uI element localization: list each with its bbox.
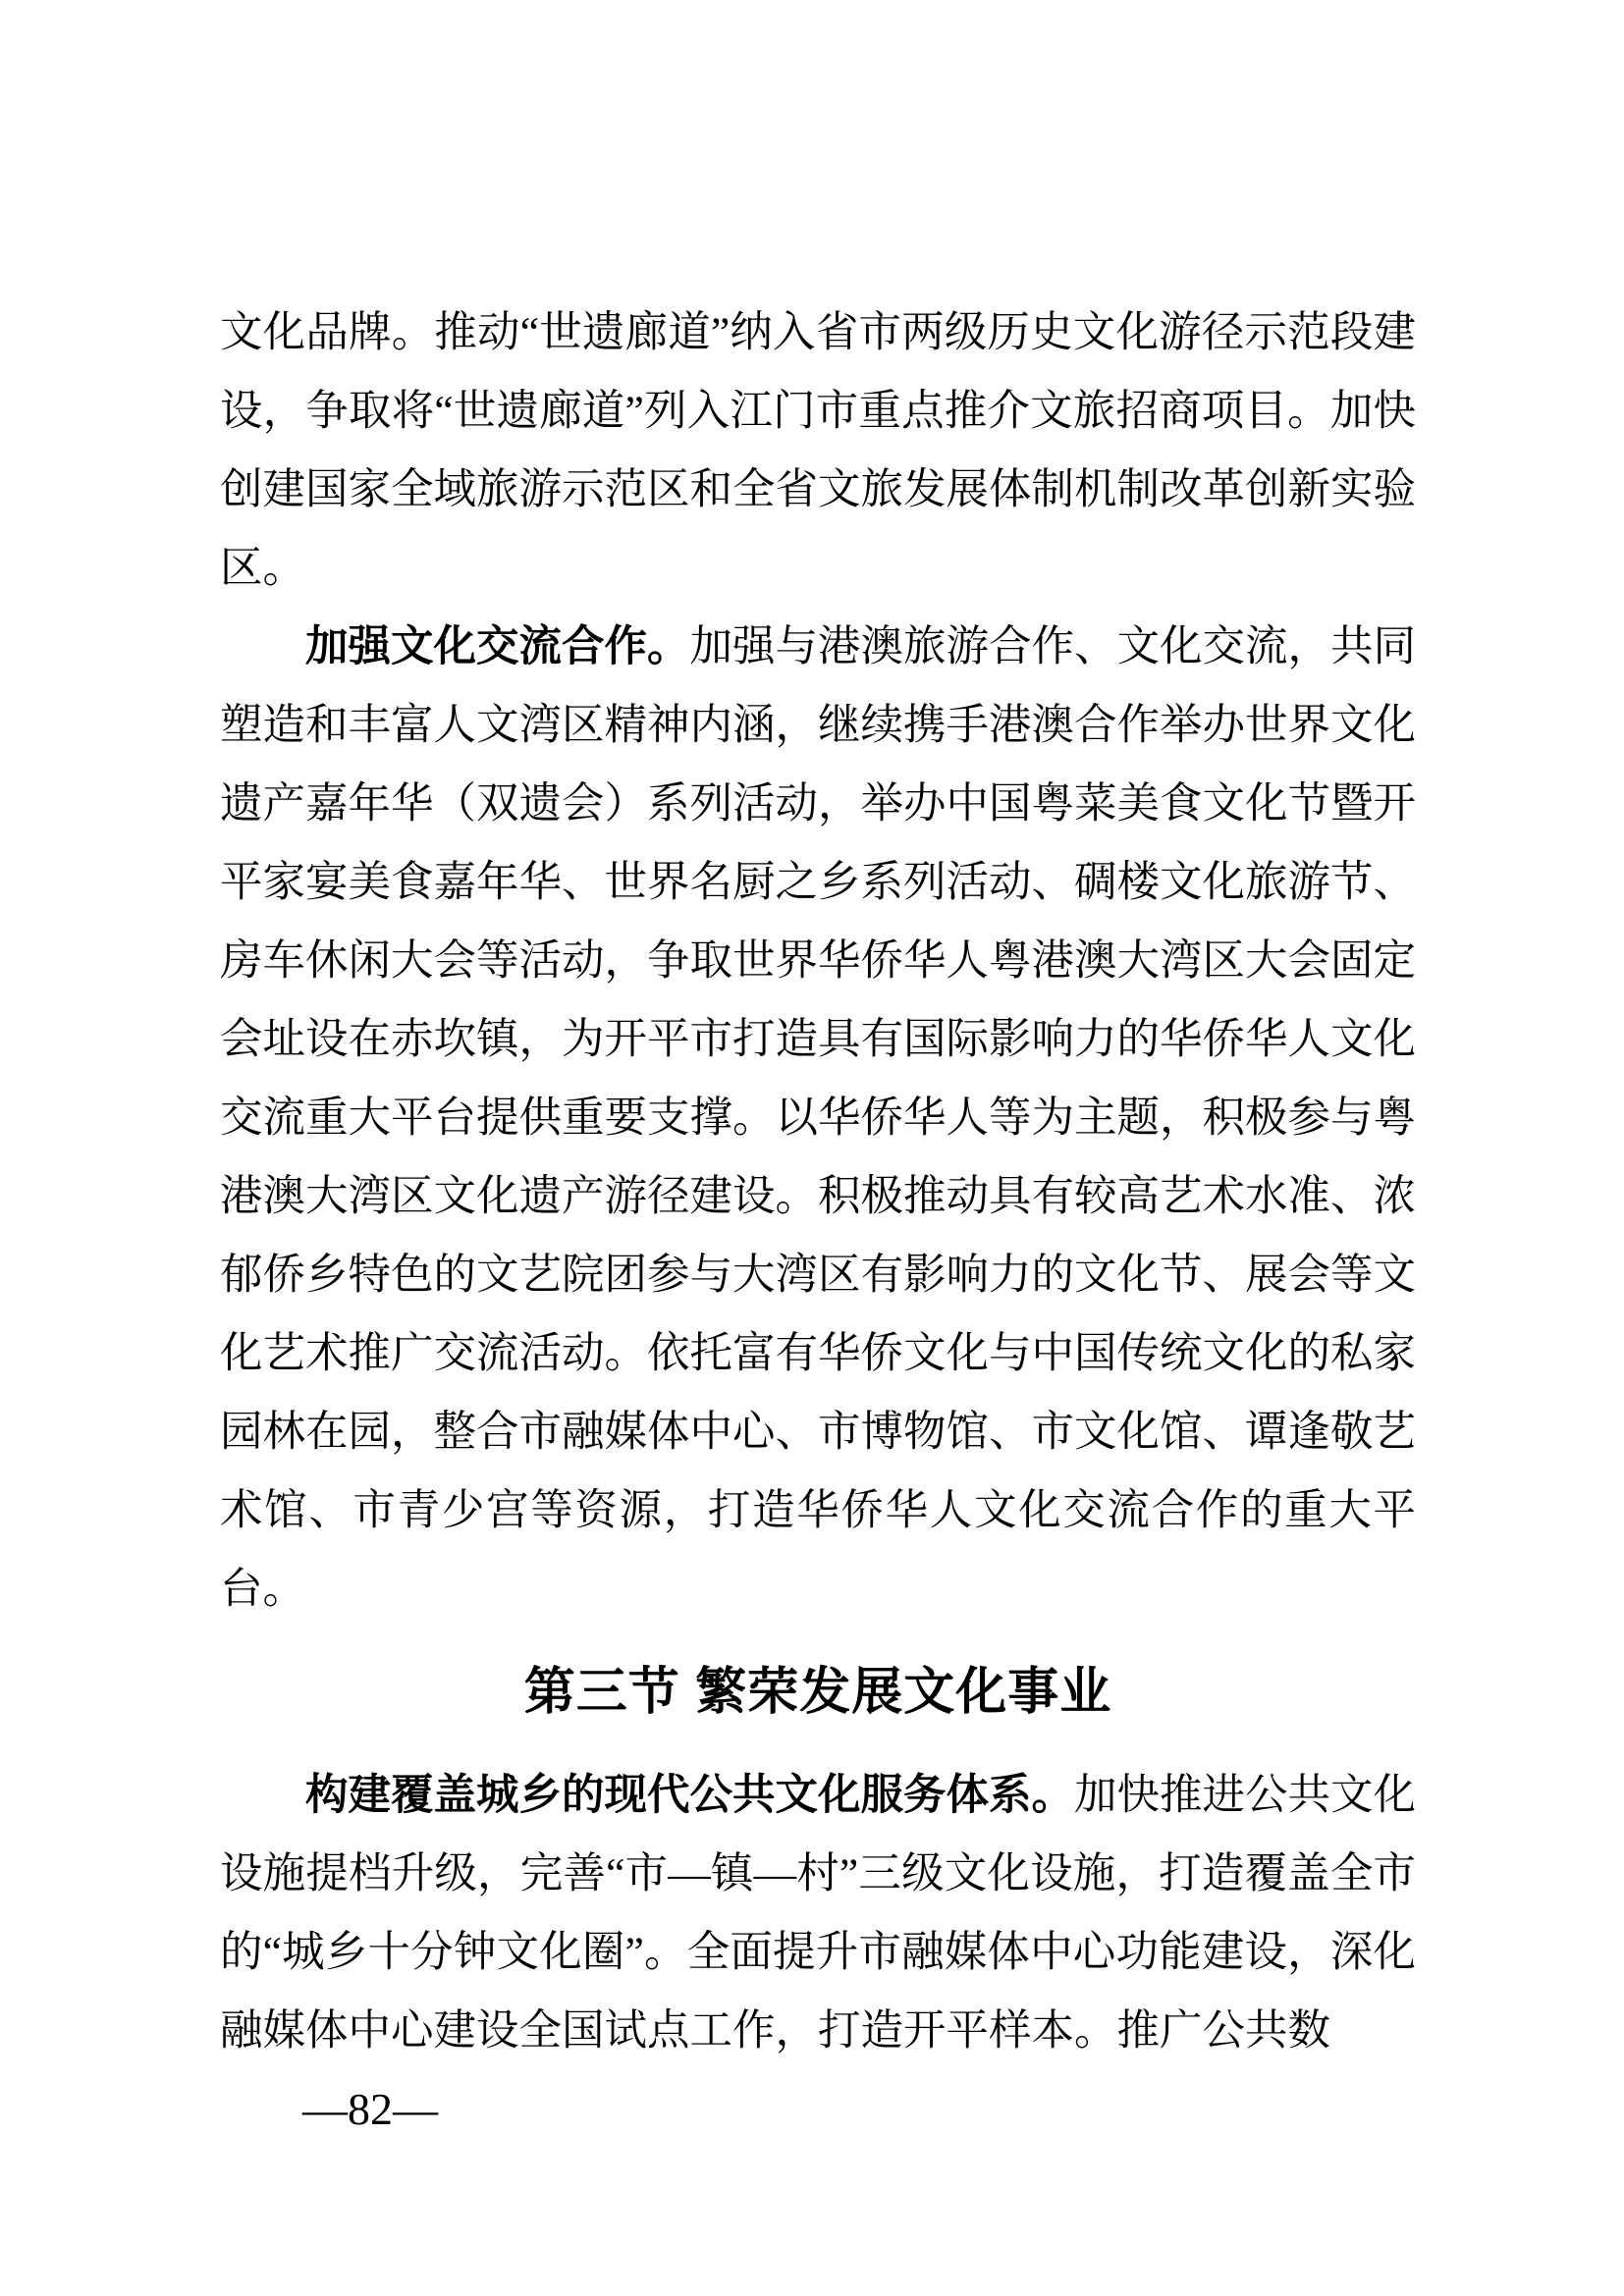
paragraph-cultural-exchange: [220, 608, 1416, 1629]
paragraph-text: 加强与港澳旅游合作、文化交流，共同塑造和丰富人文湾区精神内涵，继续携手港澳合作举办世界文化遗产嘉年华（双遗会）系列活动，举办中国粤菜美食文化节暨开平家宴美食嘉年华、世界名厨之乡系列活动、碉楼文化旅游节、房车休闲大会等活动，争取世界华侨华人粤港澳大湾区大会固定会址设在赤坎镇，为开平市打造具有国际影响力的华侨华人文化交流重大平台提供重要支撑。以华侨华人等为主题，积极参与粤港澳大湾区文化遗产游径建设。积极推动具有较高艺术水准、浓郁侨乡特色的文艺院团参与大湾区有影响力的文化节、展会等文化艺术推广交流活动。依托富有华侨文化与中国传统文化的私家园林在园，整合市融媒体中心、市博物馆、市文化馆、谭逢敬艺术馆、市青少宫等资源，打造华侨华人文化交流合作的重大平台。: [220, 623, 1416, 1613]
paragraph-text: 加快推进公共文化设施提档升级，完善“市—镇—村”三级文化设施，打造覆盖全市的“城乡十分钟文化圈”。全面提升市融媒体中心功能建设，深化融媒体中心建设全国试点工作，打造开平样本。推广公共数: [220, 1772, 1416, 2055]
paragraph-public-culture-system: [220, 1756, 1416, 2070]
page-number: —82—: [302, 2084, 438, 2134]
paragraph-bold-lead: 加强文化交流合作。: [305, 623, 690, 670]
paragraph-text: 文化品牌。推动“世遗廊道”纳入省市两级历史文化游径示范段建设，争取将“世遗廊道”列入江门市重点推介文旅招商项目。加快创建国家全域旅游示范区和全省文旅发展体制机制改革创新实验区。: [220, 309, 1416, 592]
paragraph-culture-brand: [220, 294, 1416, 608]
page-content: [220, 294, 1416, 2070]
paragraph-bold-lead: 构建覆盖城乡的现代公共文化服务体系。: [305, 1772, 1074, 1819]
section-heading: 第三节 繁荣发展文化事业: [523, 1664, 1112, 1721]
